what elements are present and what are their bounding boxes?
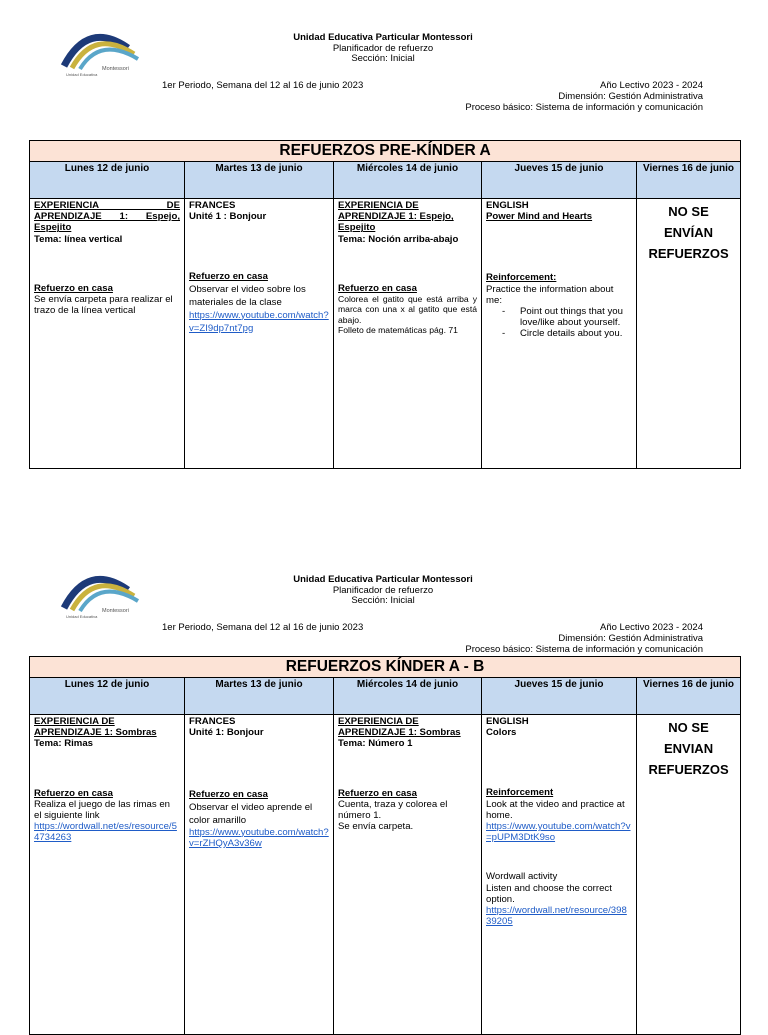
reinforcement-label: Refuerzo en casa: [189, 789, 268, 801]
cell-mon: [30, 715, 185, 1035]
cell-tue: [185, 715, 334, 1035]
planner-subtitle: Planificador de refuerzo: [332, 584, 434, 596]
cell-tue: [185, 199, 334, 469]
topic-label: Tema: Rimas: [34, 738, 94, 750]
planner-subtitle: Planificador de refuerzo: [332, 42, 434, 54]
cell-wed: [334, 715, 482, 1035]
reinforcement-text: Cuenta, traza y colorea el número 1.: [338, 798, 448, 822]
day-header-thu: Jueves 15 de junio: [482, 162, 637, 199]
reinforcement-label: Refuerzo en casa: [338, 787, 417, 799]
video-link[interactable]: https://www.youtube.com/watch?v=rZHQyA3v36w: [189, 826, 329, 849]
reinforcement-text: Observar el video sobre los materiales de la clase: [189, 283, 306, 308]
cell-fri: [637, 199, 741, 469]
cell-mon: [30, 199, 185, 469]
plan-table-kinder: [29, 656, 741, 1035]
notice-line: NO SE: [668, 720, 709, 735]
reinforcement-text: Realiza el juego de las rimas en el siguiente link: [34, 798, 170, 822]
subject-label: FRANCES: [189, 200, 236, 211]
video-link[interactable]: https://www.youtube.com/watch?v=pUPM3DtK9so: [486, 821, 631, 844]
reinforcement-label: Reinforcement: [486, 787, 554, 799]
school-name: Unidad Educativa Particular Montessori: [293, 574, 473, 585]
cell-fri: [637, 715, 741, 1035]
day-header-tue: Martes 13 de junio: [185, 162, 334, 199]
experience-title: EXPERIENCIA DE APRENDIZAJE 1: Espejo, Espejito: [34, 200, 180, 234]
dimension-label: Dimensión: Gestión Administrativa: [558, 91, 703, 102]
notice-line: REFUERZOS: [648, 762, 729, 777]
wordwall-link[interactable]: https://wordwall.net/es/resource/54734263: [34, 821, 177, 844]
reinforcement-text: Se envía carpeta para realizar el trazo de la línea vertical: [34, 294, 173, 317]
notice-line: ENVIAN: [663, 741, 714, 756]
topic-label: Tema: Número 1: [338, 738, 413, 750]
svg-text:Unidad Educativa: Unidad Educativa: [66, 72, 98, 77]
day-header-fri: Viernes 16 de junio: [637, 678, 741, 715]
day-header-wed: Miércoles 14 de junio: [334, 162, 482, 199]
header-right-info: [465, 80, 703, 113]
table-title: REFUERZOS KÍNDER A - B: [30, 657, 741, 678]
header-right-info: [465, 622, 703, 655]
svg-text:Montessori: Montessori: [102, 66, 129, 72]
bullet-list: [486, 306, 632, 340]
no-reinforcement-notice: [641, 200, 736, 264]
cell-thu: [482, 199, 637, 469]
subject-label: FRANCES: [189, 716, 236, 727]
experience-title: EXPERIENCIA DE APRENDIZAJE 1: Sombras: [34, 716, 157, 739]
reinforcement-text: Practice the information about me:: [486, 283, 614, 306]
reinforcement-label: Refuerzo en casa: [34, 282, 113, 294]
subject-label: ENGLISH: [486, 200, 529, 211]
table-title: REFUERZOS PRE-KÍNDER A: [30, 141, 741, 162]
reinforcement-text-2: Folleto de matemáticas pág. 71: [338, 325, 458, 336]
plan-table-prekinder: [29, 140, 741, 469]
topic-label: Tema: Noción arriba-abajo: [338, 233, 459, 245]
notice-line: REFUERZOS: [648, 246, 729, 261]
cell-thu: [482, 715, 637, 1035]
topic-label: Tema: línea vertical: [34, 233, 123, 245]
unit-label: Unité 1: Bonjour: [189, 727, 264, 739]
unit-label: Unité 1 : Bonjour: [189, 211, 267, 223]
reinforcement-label: Refuerzo en casa: [34, 787, 113, 799]
notice-line: ENVÍAN: [663, 225, 714, 240]
period-label: 1er Periodo, Semana del 12 al 16 de junio 2023: [162, 80, 364, 91]
activity-title: Wordwall activity: [486, 871, 558, 883]
reinforcement-label: Reinforcement:: [486, 272, 557, 284]
activity-text: Listen and choose the correct option.: [486, 882, 612, 905]
video-link[interactable]: https://www.youtube.com/watch?v=ZI9dp7nt7pg: [189, 309, 329, 334]
svg-text:Unidad Educativa: Unidad Educativa: [66, 614, 98, 619]
school-logo: [58, 22, 146, 78]
notice-line: NO SE: [668, 204, 709, 219]
reinforcement-text: Colorea el gatito que está arriba y marca con una x al gatito que está abajo.: [338, 294, 477, 325]
cell-wed: [334, 199, 482, 469]
list-item: - Point out things that you love/like about yourself.: [520, 306, 632, 328]
topic-label: Power Mind and Hearts: [486, 211, 593, 223]
school-year: Año Lectivo 2023 - 2024: [600, 80, 703, 91]
experience-title: EXPERIENCIA DE APRENDIZAJE 1: Espejo, Espejito: [338, 200, 454, 234]
experience-title: EXPERIENCIA DE APRENDIZAJE 1: Sombras: [338, 716, 461, 739]
school-logo: [58, 564, 146, 620]
day-header-mon: Lunes 12 de junio: [30, 678, 185, 715]
school-name: Unidad Educativa Particular Montessori: [293, 32, 473, 43]
no-reinforcement-notice: [641, 716, 736, 780]
school-year: Año Lectivo 2023 - 2024: [600, 622, 703, 633]
document-header: [230, 33, 536, 65]
section-label: Sección: Inicial: [351, 595, 415, 606]
reinforcement-text: Observar el video aprende el color amarillo: [189, 801, 313, 826]
list-item: - Circle details about you.: [520, 328, 632, 339]
process-label: Proceso básico: Sistema de información y comunicación: [465, 644, 703, 655]
period-label: 1er Periodo, Semana del 12 al 16 de junio 2023: [162, 622, 364, 633]
topic-label: Colors: [486, 727, 517, 739]
reinforcement-text-2: Se envía carpeta.: [338, 821, 414, 833]
day-header-fri: Viernes 16 de junio: [637, 162, 741, 199]
document-header: [230, 575, 536, 607]
wordwall-link[interactable]: https://wordwall.net/resource/39839205: [486, 905, 627, 928]
section-label: Sección: Inicial: [351, 53, 415, 64]
dimension-label: Dimensión: Gestión Administrativa: [558, 633, 703, 644]
subject-label: ENGLISH: [486, 716, 529, 727]
reinforcement-text: Look at the video and practice at home.: [486, 798, 625, 821]
day-header-thu: Jueves 15 de junio: [482, 678, 637, 715]
reinforcement-label: Refuerzo en casa: [338, 282, 417, 294]
process-label: Proceso básico: Sistema de información y comunicación: [465, 102, 703, 113]
day-header-wed: Miércoles 14 de junio: [334, 678, 482, 715]
day-header-mon: Lunes 12 de junio: [30, 162, 185, 199]
reinforcement-label: Refuerzo en casa: [189, 271, 268, 283]
day-header-tue: Martes 13 de junio: [185, 678, 334, 715]
svg-text:Montessori: Montessori: [102, 608, 129, 614]
